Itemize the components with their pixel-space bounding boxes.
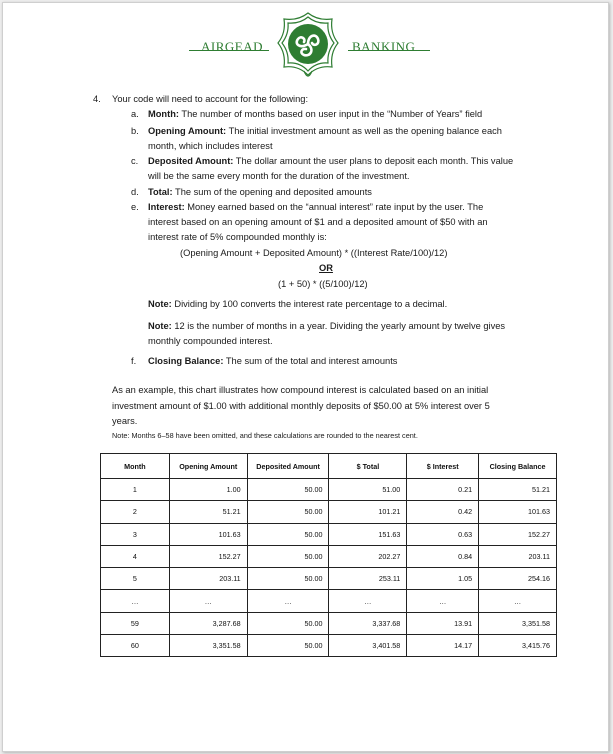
item-text: The sum of the opening and deposited amounts [172, 187, 372, 197]
column-header-deposited-amount: Deposited Amount [247, 454, 329, 479]
item-text: The number of months based on user input in the “Number of Years” field [178, 109, 483, 119]
cell-opening-amount: 152.27 [169, 545, 247, 567]
cell-deposited-amount: 50.00 [247, 635, 329, 657]
cell-deposited-amount: 50.00 [247, 523, 329, 545]
note-decimal [148, 297, 447, 312]
cell-interest: 13.91 [407, 612, 479, 634]
cell-interest: 1.05 [407, 568, 479, 590]
cell-total: 3,401.58 [329, 635, 407, 657]
cell-ellipsis: … [247, 590, 329, 612]
item-letter: c. [131, 156, 139, 166]
note-label: Note: [148, 321, 172, 331]
item-total [148, 185, 372, 200]
cell-interest: 0.42 [407, 501, 479, 523]
item-opening-amount [148, 124, 502, 139]
cell-closing-balance: 3,351.58 [479, 612, 557, 634]
table-row [101, 501, 557, 523]
cell-month: 1 [101, 479, 170, 501]
cell-opening-amount: 51.21 [169, 501, 247, 523]
cell-ellipsis: … [169, 590, 247, 612]
example-note: Note: Months 6–58 have been omitted, and these calculations are rounded to the nearest cent. [112, 431, 418, 440]
cell-ellipsis: … [101, 590, 170, 612]
item-term: Opening Amount: [148, 126, 227, 136]
item-closing-balance [148, 354, 397, 369]
cell-closing-balance: 254.16 [479, 568, 557, 590]
cell-total: 253.11 [329, 568, 407, 590]
cell-interest: 14.17 [407, 635, 479, 657]
note-months [148, 319, 505, 334]
item-letter: f. [131, 356, 137, 366]
table-header-row [101, 454, 557, 479]
table-row [101, 612, 557, 634]
item-text-continued: interest rate of 5% compounded monthly is: [148, 232, 327, 242]
item-text: Money earned based on the “annual interest” rate input by the user. The [184, 202, 484, 212]
cell-month: 3 [101, 523, 170, 545]
cell-month: 59 [101, 612, 170, 634]
cell-opening-amount: 101.63 [169, 523, 247, 545]
table-row [101, 568, 557, 590]
cell-interest: 0.84 [407, 545, 479, 567]
cell-total: 51.00 [329, 479, 407, 501]
item-text-continued: will be the same every month for the duration of the investment. [148, 171, 410, 181]
item-month [148, 107, 482, 122]
cell-opening-amount: 3,287.68 [169, 612, 247, 634]
column-header-interest: $ Interest [407, 454, 479, 479]
cell-deposited-amount: 50.00 [247, 479, 329, 501]
document-page [2, 2, 609, 752]
cell-deposited-amount: 50.00 [247, 501, 329, 523]
item-term: Month: [148, 109, 179, 119]
table-row [101, 545, 557, 567]
item-text-continued: month, which includes interest [148, 141, 273, 151]
cell-closing-balance: 152.27 [479, 523, 557, 545]
cell-closing-balance: 203.11 [479, 545, 557, 567]
brand-name-left: AIRGEAD [201, 39, 263, 54]
column-header-month: Month [101, 454, 170, 479]
item-term: Total: [148, 187, 173, 197]
item-letter: b. [131, 126, 139, 136]
cell-month: 4 [101, 545, 170, 567]
item-interest [148, 200, 483, 215]
note-text-continued: monthly compounded interest. [148, 336, 273, 346]
note-text: 12 is the number of months in a year. Dividing the yearly amount by twelve gives [171, 321, 506, 331]
item-text: The initial investment amount as well as the opening balance each [226, 126, 502, 136]
cell-month: 60 [101, 635, 170, 657]
table-row [101, 635, 557, 657]
cell-deposited-amount: 50.00 [247, 545, 329, 567]
cell-total: 202.27 [329, 545, 407, 567]
cell-interest: 0.21 [407, 479, 479, 501]
item-letter: a. [131, 109, 139, 119]
cell-month: 2 [101, 501, 170, 523]
note-label: Note: [148, 299, 172, 309]
cell-opening-amount: 1.00 [169, 479, 247, 501]
example-paragraph-line: As an example, this chart illustrates how compound interest is calculated based on an initial [112, 385, 489, 395]
cell-ellipsis: … [479, 590, 557, 612]
item-text-continued: interest based on an opening amount of $1 and a deposited amount of $50 with an [148, 217, 488, 227]
cell-month: 5 [101, 568, 170, 590]
compound-interest-table [100, 453, 557, 657]
item-term: Deposited Amount: [148, 156, 234, 166]
item-term: Interest: [148, 202, 185, 212]
formula-example: (1 + 50) * ((5/100)/12) [278, 279, 368, 289]
item-letter: d. [131, 187, 139, 197]
cell-opening-amount: 203.11 [169, 568, 247, 590]
formula-or: OR [319, 263, 333, 273]
cell-total: 101.21 [329, 501, 407, 523]
item-deposited-amount [148, 154, 513, 169]
item-term: Closing Balance: [148, 356, 224, 366]
item-text: The dollar amount the user plans to deposit each month. This value [233, 156, 514, 166]
example-paragraph-line: investment amount of $1.00 with additional monthly deposits of $50.00 at 5% interest over 5 [112, 401, 490, 411]
cell-ellipsis: … [329, 590, 407, 612]
table-row [101, 523, 557, 545]
formula-general: (Opening Amount + Deposited Amount) * ((Interest Rate/100)/12) [180, 248, 448, 258]
column-header-opening-amount: Opening Amount [169, 454, 247, 479]
item-letter: e. [131, 202, 139, 212]
cell-ellipsis: … [407, 590, 479, 612]
cell-closing-balance: 101.63 [479, 501, 557, 523]
column-header-closing-balance: Closing Balance [479, 454, 557, 479]
cell-opening-amount: 3,351.58 [169, 635, 247, 657]
table-row [101, 479, 557, 501]
requirements-intro: Your code will need to account for the following: [112, 94, 309, 104]
cell-deposited-amount: 50.00 [247, 612, 329, 634]
cell-closing-balance: 51.21 [479, 479, 557, 501]
cell-total: 151.63 [329, 523, 407, 545]
cell-closing-balance: 3,415.76 [479, 635, 557, 657]
table-row-omitted [101, 590, 557, 612]
item-text: The sum of the total and interest amounts [223, 356, 398, 366]
cell-total: 3,337.68 [329, 612, 407, 634]
list-number: 4. [93, 94, 101, 104]
triskele-emblem-icon [276, 11, 340, 83]
example-paragraph-line: years. [112, 416, 138, 426]
cell-interest: 0.63 [407, 523, 479, 545]
cell-deposited-amount: 50.00 [247, 568, 329, 590]
column-header-total: $ Total [329, 454, 407, 479]
note-text: Dividing by 100 converts the interest rate percentage to a decimal. [171, 299, 448, 309]
brand-name-right: BANKING [352, 39, 416, 54]
